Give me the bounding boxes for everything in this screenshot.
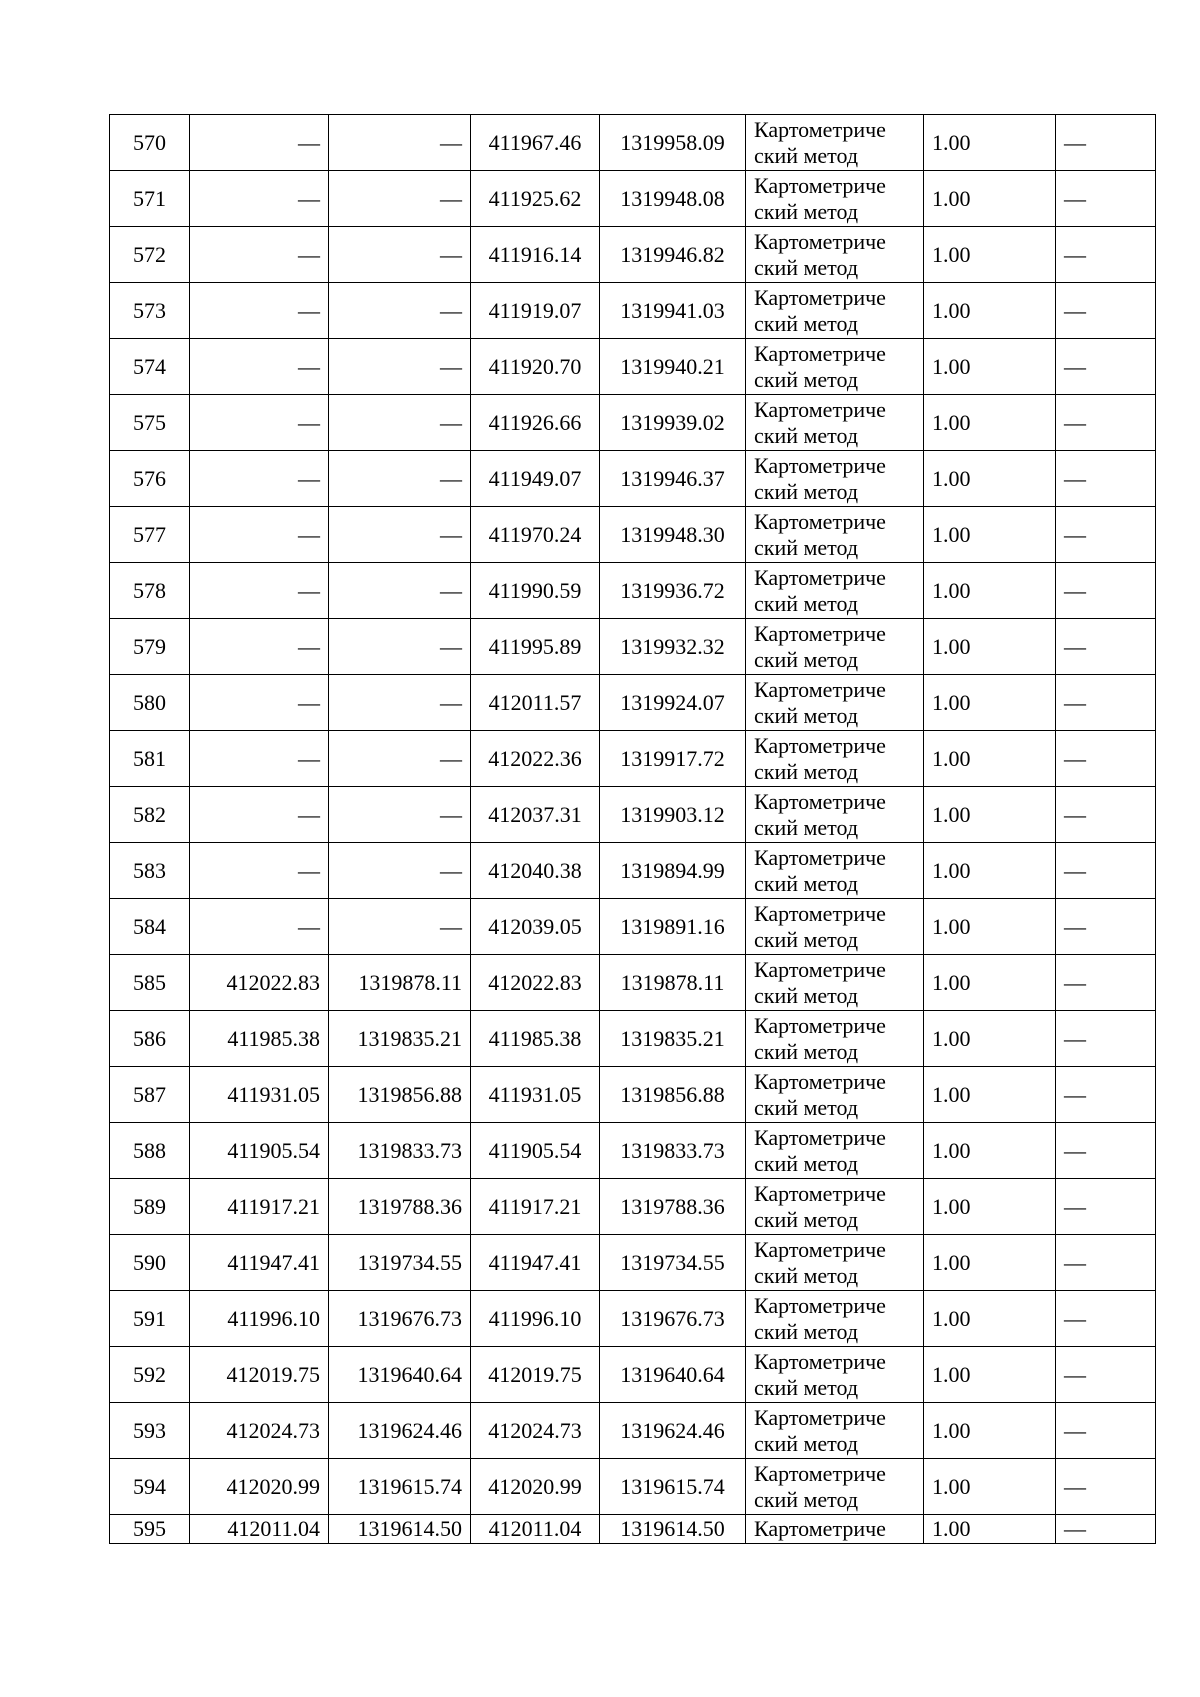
existing-x-cell: — — [190, 787, 329, 843]
existing-x-cell: — — [190, 507, 329, 563]
note-cell: — — [1056, 227, 1156, 283]
x-coordinate-cell: 412022.83 — [471, 955, 600, 1011]
y-coordinate-cell: 1319640.64 — [600, 1347, 746, 1403]
method-line-2: ский метод — [754, 1038, 859, 1064]
note-cell: — — [1056, 731, 1156, 787]
y-coordinate-cell: 1319614.50 — [600, 1515, 746, 1544]
existing-y-cell: 1319615.74 — [329, 1459, 471, 1515]
method-line-1: Картометриче — [754, 620, 886, 646]
existing-x-cell: — — [190, 339, 329, 395]
note-cell: — — [1056, 899, 1156, 955]
x-coordinate-cell: 411985.38 — [471, 1011, 600, 1067]
method-line-2: ский метод — [754, 702, 859, 728]
note-cell: — — [1056, 675, 1156, 731]
method-line-1: Картометриче — [754, 228, 886, 254]
existing-y-cell: 1319614.50 — [329, 1515, 471, 1544]
existing-y-cell: — — [329, 339, 471, 395]
table-row — [110, 731, 1156, 787]
method-line-2: ский метод — [754, 198, 859, 224]
method-cell — [746, 1515, 924, 1544]
y-coordinate-cell: 1319917.72 — [600, 731, 746, 787]
note-cell: — — [1056, 395, 1156, 451]
table-row — [110, 787, 1156, 843]
note-cell: — — [1056, 1179, 1156, 1235]
existing-y-cell: 1319833.73 — [329, 1123, 471, 1179]
method-cell — [746, 1123, 924, 1179]
existing-x-cell: — — [190, 227, 329, 283]
existing-x-cell: — — [190, 675, 329, 731]
existing-x-cell: 411996.10 — [190, 1291, 329, 1347]
y-coordinate-cell: 1319624.46 — [600, 1403, 746, 1459]
existing-y-cell: 1319835.21 — [329, 1011, 471, 1067]
y-coordinate-cell: 1319948.08 — [600, 171, 746, 227]
y-coordinate-cell: 1319936.72 — [600, 563, 746, 619]
method-line-2: ский метод — [754, 758, 859, 784]
note-cell: — — [1056, 619, 1156, 675]
x-coordinate-cell: 411996.10 — [471, 1291, 600, 1347]
y-coordinate-cell: 1319878.11 — [600, 955, 746, 1011]
method-line-2: ский метод — [754, 870, 859, 896]
method-cell — [746, 619, 924, 675]
method-line-1: Картометриче — [754, 508, 886, 534]
table-row — [110, 955, 1156, 1011]
existing-y-cell: — — [329, 675, 471, 731]
y-coordinate-cell: 1319894.99 — [600, 843, 746, 899]
table-row — [110, 843, 1156, 899]
method-cell — [746, 731, 924, 787]
accuracy-cell: 1.00 — [924, 115, 1056, 171]
accuracy-cell: 1.00 — [924, 1515, 1056, 1544]
existing-x-cell: — — [190, 171, 329, 227]
note-cell: — — [1056, 843, 1156, 899]
note-cell: — — [1056, 1011, 1156, 1067]
method-line-2: ский метод — [754, 1262, 859, 1288]
point-number-cell: 594 — [110, 1459, 190, 1515]
note-cell: — — [1056, 115, 1156, 171]
x-coordinate-cell: 411931.05 — [471, 1067, 600, 1123]
method-line-2: ский метод — [754, 1486, 859, 1512]
existing-y-cell: 1319788.36 — [329, 1179, 471, 1235]
accuracy-cell: 1.00 — [924, 675, 1056, 731]
existing-x-cell: 411931.05 — [190, 1067, 329, 1123]
note-cell: — — [1056, 451, 1156, 507]
existing-x-cell: — — [190, 619, 329, 675]
existing-x-cell: 412011.04 — [190, 1515, 329, 1544]
note-cell: — — [1056, 1123, 1156, 1179]
method-cell — [746, 1347, 924, 1403]
method-line-1: Картометриче — [754, 116, 886, 142]
existing-y-cell: — — [329, 563, 471, 619]
existing-y-cell: 1319640.64 — [329, 1347, 471, 1403]
point-number-cell: 595 — [110, 1515, 190, 1544]
coordinates-table-container — [109, 114, 1155, 1544]
note-cell: — — [1056, 1347, 1156, 1403]
method-cell — [746, 395, 924, 451]
point-number-cell: 573 — [110, 283, 190, 339]
y-coordinate-cell: 1319615.74 — [600, 1459, 746, 1515]
method-line-1: Картометриче — [754, 1012, 886, 1038]
accuracy-cell: 1.00 — [924, 507, 1056, 563]
x-coordinate-cell: 412037.31 — [471, 787, 600, 843]
method-cell — [746, 171, 924, 227]
method-line-1: Картометриче — [754, 956, 886, 982]
existing-x-cell: — — [190, 731, 329, 787]
table-row — [110, 507, 1156, 563]
accuracy-cell: 1.00 — [924, 1291, 1056, 1347]
existing-y-cell: — — [329, 171, 471, 227]
method-line-2: ский метод — [754, 1094, 859, 1120]
method-line-1: Картометриче — [754, 1404, 886, 1430]
existing-y-cell: — — [329, 731, 471, 787]
point-number-cell: 582 — [110, 787, 190, 843]
table-row — [110, 1179, 1156, 1235]
existing-y-cell: — — [329, 395, 471, 451]
method-line-1: Картометриче — [754, 676, 886, 702]
note-cell: — — [1056, 507, 1156, 563]
y-coordinate-cell: 1319676.73 — [600, 1291, 746, 1347]
y-coordinate-cell: 1319948.30 — [600, 507, 746, 563]
existing-y-cell: 1319624.46 — [329, 1403, 471, 1459]
x-coordinate-cell: 412040.38 — [471, 843, 600, 899]
method-line-1: Картометриче — [754, 1460, 886, 1486]
existing-y-cell: 1319676.73 — [329, 1291, 471, 1347]
accuracy-cell: 1.00 — [924, 1179, 1056, 1235]
method-cell — [746, 507, 924, 563]
method-line-2: ский метод — [754, 1150, 859, 1176]
coordinates-table — [109, 114, 1156, 1544]
point-number-cell: 585 — [110, 955, 190, 1011]
method-line-2: ский метод — [754, 142, 859, 168]
method-line-1: Картометриче — [754, 564, 886, 590]
method-line-1: Картометриче — [754, 340, 886, 366]
method-cell — [746, 1403, 924, 1459]
method-line-1: Картометриче — [754, 1348, 886, 1374]
method-cell — [746, 563, 924, 619]
method-cell — [746, 787, 924, 843]
accuracy-cell: 1.00 — [924, 1123, 1056, 1179]
x-coordinate-cell: 411920.70 — [471, 339, 600, 395]
table-row — [110, 675, 1156, 731]
method-line-2: ский метод — [754, 926, 859, 952]
existing-x-cell: — — [190, 115, 329, 171]
accuracy-cell: 1.00 — [924, 843, 1056, 899]
table-row — [110, 171, 1156, 227]
method-line-1: Картометриче — [754, 788, 886, 814]
method-line-1: Картометриче — [754, 1236, 886, 1262]
x-coordinate-cell: 411917.21 — [471, 1179, 600, 1235]
existing-x-cell: 411905.54 — [190, 1123, 329, 1179]
accuracy-cell: 1.00 — [924, 731, 1056, 787]
x-coordinate-cell: 411995.89 — [471, 619, 600, 675]
x-coordinate-cell: 411947.41 — [471, 1235, 600, 1291]
note-cell: — — [1056, 1403, 1156, 1459]
table-body — [110, 115, 1156, 1544]
x-coordinate-cell: 412020.99 — [471, 1459, 600, 1515]
point-number-cell: 588 — [110, 1123, 190, 1179]
table-row — [110, 1235, 1156, 1291]
table-row — [110, 227, 1156, 283]
note-cell: — — [1056, 283, 1156, 339]
method-line-1: Картометриче — [754, 452, 886, 478]
point-number-cell: 584 — [110, 899, 190, 955]
accuracy-cell: 1.00 — [924, 339, 1056, 395]
point-number-cell: 574 — [110, 339, 190, 395]
point-number-cell: 570 — [110, 115, 190, 171]
method-line-1: Картометриче — [754, 732, 886, 758]
y-coordinate-cell: 1319833.73 — [600, 1123, 746, 1179]
point-number-cell: 575 — [110, 395, 190, 451]
method-line-2: ский метод — [754, 1430, 859, 1456]
y-coordinate-cell: 1319946.37 — [600, 451, 746, 507]
point-number-cell: 590 — [110, 1235, 190, 1291]
method-line-2: ский метод — [754, 590, 859, 616]
y-coordinate-cell: 1319924.07 — [600, 675, 746, 731]
note-cell: — — [1056, 1235, 1156, 1291]
y-coordinate-cell: 1319835.21 — [600, 1011, 746, 1067]
y-coordinate-cell: 1319932.32 — [600, 619, 746, 675]
note-cell: — — [1056, 563, 1156, 619]
method-line-2: ский метод — [754, 422, 859, 448]
accuracy-cell: 1.00 — [924, 955, 1056, 1011]
existing-y-cell: 1319856.88 — [329, 1067, 471, 1123]
method-line-1: Картометриче — [754, 844, 886, 870]
x-coordinate-cell: 411949.07 — [471, 451, 600, 507]
existing-x-cell: 412024.73 — [190, 1403, 329, 1459]
method-cell — [746, 339, 924, 395]
table-row — [110, 395, 1156, 451]
accuracy-cell: 1.00 — [924, 1347, 1056, 1403]
table-row — [110, 1067, 1156, 1123]
existing-x-cell: — — [190, 899, 329, 955]
y-coordinate-cell: 1319734.55 — [600, 1235, 746, 1291]
method-line-2: ский метод — [754, 1206, 859, 1232]
note-cell: — — [1056, 1067, 1156, 1123]
accuracy-cell: 1.00 — [924, 1067, 1056, 1123]
point-number-cell: 591 — [110, 1291, 190, 1347]
table-row — [110, 283, 1156, 339]
x-coordinate-cell: 411919.07 — [471, 283, 600, 339]
y-coordinate-cell: 1319939.02 — [600, 395, 746, 451]
table-row — [110, 1347, 1156, 1403]
existing-x-cell: — — [190, 563, 329, 619]
method-line-2: ский метод — [754, 534, 859, 560]
method-cell — [746, 451, 924, 507]
table-row — [110, 1123, 1156, 1179]
method-line-2: ский метод — [754, 646, 859, 672]
existing-y-cell: — — [329, 619, 471, 675]
table-row — [110, 1403, 1156, 1459]
accuracy-cell: 1.00 — [924, 1235, 1056, 1291]
method-cell — [746, 1179, 924, 1235]
table-row — [110, 619, 1156, 675]
table-row — [110, 899, 1156, 955]
accuracy-cell: 1.00 — [924, 1011, 1056, 1067]
x-coordinate-cell: 411970.24 — [471, 507, 600, 563]
existing-x-cell: — — [190, 843, 329, 899]
method-cell — [746, 843, 924, 899]
point-number-cell: 579 — [110, 619, 190, 675]
method-line-1: Картометриче — [754, 1068, 886, 1094]
method-line-1: Картометриче — [754, 172, 886, 198]
existing-x-cell: — — [190, 395, 329, 451]
y-coordinate-cell: 1319941.03 — [600, 283, 746, 339]
note-cell: — — [1056, 339, 1156, 395]
existing-y-cell: — — [329, 451, 471, 507]
accuracy-cell: 1.00 — [924, 171, 1056, 227]
method-line-1: Картометриче — [754, 1124, 886, 1150]
x-coordinate-cell: 412039.05 — [471, 899, 600, 955]
x-coordinate-cell: 411926.66 — [471, 395, 600, 451]
method-line-1: Картометриче — [754, 1180, 886, 1206]
method-cell — [746, 1459, 924, 1515]
existing-x-cell: — — [190, 451, 329, 507]
method-line-2: ский метод — [754, 1318, 859, 1344]
method-line-2: ский метод — [754, 1374, 859, 1400]
method-cell — [746, 1291, 924, 1347]
x-coordinate-cell: 411925.62 — [471, 171, 600, 227]
accuracy-cell: 1.00 — [924, 395, 1056, 451]
existing-y-cell: 1319734.55 — [329, 1235, 471, 1291]
x-coordinate-cell: 411916.14 — [471, 227, 600, 283]
existing-x-cell: 412019.75 — [190, 1347, 329, 1403]
point-number-cell: 572 — [110, 227, 190, 283]
table-row — [110, 339, 1156, 395]
existing-y-cell: — — [329, 283, 471, 339]
accuracy-cell: 1.00 — [924, 1403, 1056, 1459]
existing-x-cell: 412020.99 — [190, 1459, 329, 1515]
existing-x-cell: 411985.38 — [190, 1011, 329, 1067]
point-number-cell: 592 — [110, 1347, 190, 1403]
method-cell — [746, 283, 924, 339]
accuracy-cell: 1.00 — [924, 787, 1056, 843]
table-row — [110, 1459, 1156, 1515]
note-cell: — — [1056, 1515, 1156, 1544]
method-line-1: Картометриче — [754, 284, 886, 310]
method-line-1: Картометриче — [754, 1516, 886, 1541]
x-coordinate-cell: 412019.75 — [471, 1347, 600, 1403]
table-row — [110, 115, 1156, 171]
point-number-cell: 577 — [110, 507, 190, 563]
method-cell — [746, 1067, 924, 1123]
existing-x-cell: — — [190, 283, 329, 339]
accuracy-cell: 1.00 — [924, 619, 1056, 675]
method-cell — [746, 115, 924, 171]
note-cell: — — [1056, 1291, 1156, 1347]
existing-y-cell: — — [329, 227, 471, 283]
point-number-cell: 589 — [110, 1179, 190, 1235]
existing-y-cell: — — [329, 115, 471, 171]
method-line-2: ский метод — [754, 366, 859, 392]
method-cell — [746, 1235, 924, 1291]
y-coordinate-cell: 1319903.12 — [600, 787, 746, 843]
point-number-cell: 578 — [110, 563, 190, 619]
table-row — [110, 1291, 1156, 1347]
point-number-cell: 583 — [110, 843, 190, 899]
x-coordinate-cell: 411905.54 — [471, 1123, 600, 1179]
y-coordinate-cell: 1319856.88 — [600, 1067, 746, 1123]
point-number-cell: 581 — [110, 731, 190, 787]
x-coordinate-cell: 412011.57 — [471, 675, 600, 731]
accuracy-cell: 1.00 — [924, 227, 1056, 283]
x-coordinate-cell: 411990.59 — [471, 563, 600, 619]
accuracy-cell: 1.00 — [924, 563, 1056, 619]
method-line-2: ский метод — [754, 254, 859, 280]
existing-x-cell: 411947.41 — [190, 1235, 329, 1291]
point-number-cell: 593 — [110, 1403, 190, 1459]
x-coordinate-cell: 412011.04 — [471, 1515, 600, 1544]
method-cell — [746, 227, 924, 283]
accuracy-cell: 1.00 — [924, 899, 1056, 955]
table-row — [110, 1515, 1156, 1544]
method-line-2: ский метод — [754, 982, 859, 1008]
point-number-cell: 587 — [110, 1067, 190, 1123]
existing-y-cell: — — [329, 899, 471, 955]
method-cell — [746, 1011, 924, 1067]
note-cell: — — [1056, 171, 1156, 227]
y-coordinate-cell: 1319788.36 — [600, 1179, 746, 1235]
existing-y-cell: — — [329, 507, 471, 563]
method-line-2: ский метод — [754, 478, 859, 504]
existing-y-cell: 1319878.11 — [329, 955, 471, 1011]
x-coordinate-cell: 412024.73 — [471, 1403, 600, 1459]
table-row — [110, 451, 1156, 507]
table-row — [110, 563, 1156, 619]
x-coordinate-cell: 411967.46 — [471, 115, 600, 171]
method-cell — [746, 955, 924, 1011]
method-line-1: Картометриче — [754, 396, 886, 422]
y-coordinate-cell: 1319891.16 — [600, 899, 746, 955]
note-cell: — — [1056, 1459, 1156, 1515]
method-line-2: ский метод — [754, 310, 859, 336]
existing-x-cell: 412022.83 — [190, 955, 329, 1011]
y-coordinate-cell: 1319940.21 — [600, 339, 746, 395]
accuracy-cell: 1.00 — [924, 283, 1056, 339]
note-cell: — — [1056, 955, 1156, 1011]
existing-x-cell: 411917.21 — [190, 1179, 329, 1235]
x-coordinate-cell: 412022.36 — [471, 731, 600, 787]
method-line-1: Картометриче — [754, 1292, 886, 1318]
note-cell: — — [1056, 787, 1156, 843]
existing-y-cell: — — [329, 843, 471, 899]
table-row — [110, 1011, 1156, 1067]
existing-y-cell: — — [329, 787, 471, 843]
accuracy-cell: 1.00 — [924, 451, 1056, 507]
method-cell — [746, 675, 924, 731]
method-line-2: ский метод — [754, 814, 859, 840]
point-number-cell: 580 — [110, 675, 190, 731]
point-number-cell: 576 — [110, 451, 190, 507]
method-cell — [746, 899, 924, 955]
accuracy-cell: 1.00 — [924, 1459, 1056, 1515]
point-number-cell: 586 — [110, 1011, 190, 1067]
method-line-1: Картометриче — [754, 900, 886, 926]
y-coordinate-cell: 1319946.82 — [600, 227, 746, 283]
point-number-cell: 571 — [110, 171, 190, 227]
y-coordinate-cell: 1319958.09 — [600, 115, 746, 171]
